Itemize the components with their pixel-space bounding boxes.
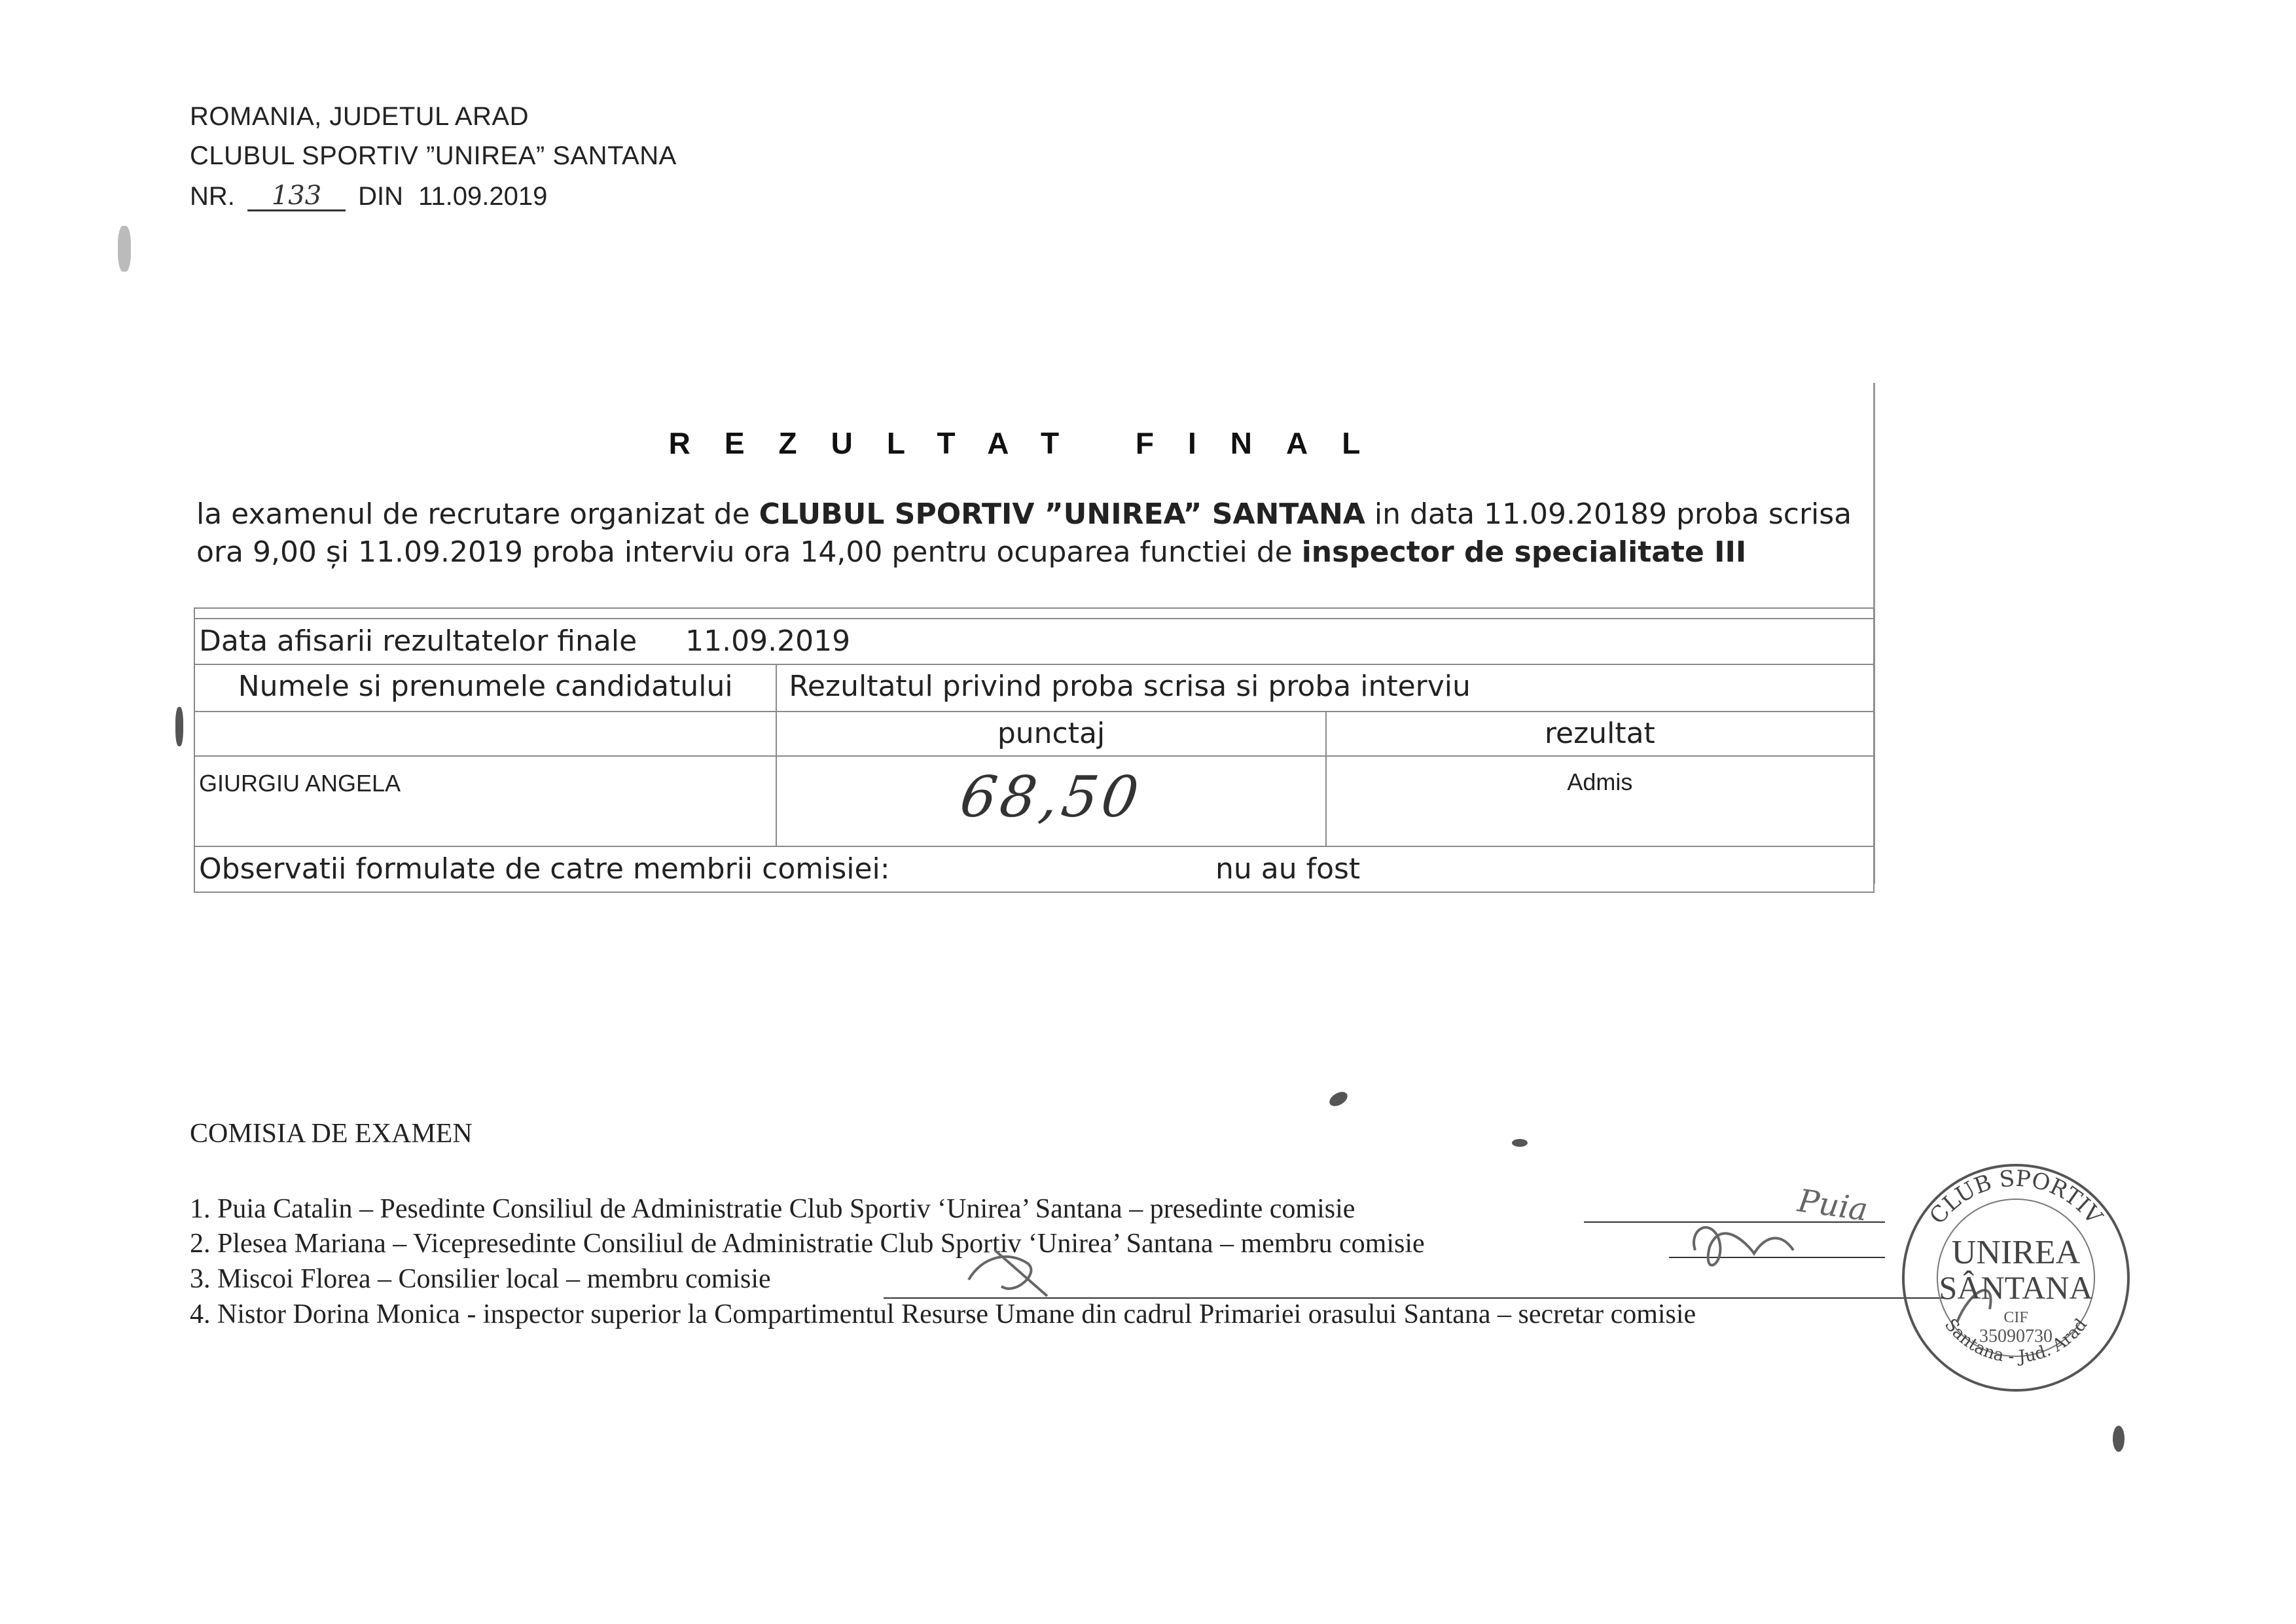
subheader-punctaj: punctaj xyxy=(776,712,1325,756)
intro-paragraph xyxy=(196,496,1869,571)
intro-text-1: la examenul de recrutare organizat de xyxy=(196,497,759,531)
scan-speck xyxy=(1327,1089,1350,1110)
header-line-2: CLUBUL SPORTIV ”UNIREA” SANTANA xyxy=(190,141,677,170)
stamp-line-2: SÂNTANA xyxy=(1939,1269,2093,1306)
nr-value: 133 xyxy=(271,181,322,211)
candidate-score-cell xyxy=(776,756,1325,846)
document-date: 11.09.2019 xyxy=(418,182,548,211)
din-label: DIN xyxy=(358,182,404,211)
observations-label: Observatii formulate de catre membrii comisiei: xyxy=(199,852,890,886)
observations-value: nu au fost xyxy=(1215,852,1361,886)
commission-member-2: 2. Plesea Mariana – Vicepresedinte Consiliul de Administratie Club Sportiv ‘Unirea’ Santana – membru comisie xyxy=(190,1229,1425,1259)
stamp-cif-label: CIF xyxy=(2003,1309,2028,1326)
candidate-name: GIURGIU ANGELA xyxy=(194,756,776,846)
position-title: inspector de specialitate III xyxy=(1301,535,1747,569)
stamp-bottom-text: Santana - Jud. Arad xyxy=(1940,1315,2092,1367)
results-table xyxy=(194,607,1874,893)
scan-speck xyxy=(2113,1426,2125,1452)
organization-name: CLUBUL SPORTIV ”UNIREA” SANTANA xyxy=(759,497,1365,531)
column-header-name: Numele si prenumele candidatului xyxy=(194,664,776,712)
table-row xyxy=(194,756,1874,846)
handwritten-signatures xyxy=(884,1139,1996,1348)
scan-speck xyxy=(118,226,131,272)
column-header-result: Rezultatul privind proba scrisa si proba interviu xyxy=(776,664,1874,712)
date-posted-label: Data afisarii rezultatelor finale xyxy=(199,624,637,658)
date-posted-row xyxy=(194,619,1874,664)
signature-plesea xyxy=(1694,1227,1793,1265)
candidate-score: 68,50 xyxy=(956,765,1147,830)
page-title: REZULTAT FINAL xyxy=(668,426,1395,460)
header-line-1: ROMANIA, JUDETUL ARAD xyxy=(190,102,529,131)
subheader-empty xyxy=(194,712,776,756)
commission-member-4: 4. Nistor Dorina Monica - inspector superior la Compartimentul Resurse Umane din cadrul Primariei orasului Santana – secretar comisie xyxy=(190,1299,1696,1329)
stamp-top-text: CLUB SPORTIV xyxy=(1924,1165,2108,1230)
nr-field xyxy=(247,181,346,211)
subheader-rezultat: rezultat xyxy=(1326,712,1874,756)
signature-puia: Puia xyxy=(1795,1182,1871,1229)
candidate-result: Admis xyxy=(1326,756,1874,846)
club-stamp xyxy=(1898,1160,2134,1396)
stamp-line-1: UNIREA xyxy=(1951,1234,2081,1271)
observations-row xyxy=(194,846,1874,892)
commission-title: COMISIA DE EXAMEN xyxy=(190,1119,473,1149)
document-number xyxy=(190,182,547,211)
commission-member-3: 3. Miscoi Florea – Consilier local – membru comisie xyxy=(190,1264,771,1294)
nr-label: NR. xyxy=(190,182,235,211)
stamp-cif: 35090730 xyxy=(1979,1326,2053,1346)
date-posted-value: 11.09.2019 xyxy=(685,624,851,658)
scan-speck xyxy=(175,707,183,746)
intro-text-2: in data 11.09.20189 proba scrisa ora 9,00 și 11.09.2019 proba interviu ora 14,00 pentru ocuparea functiei de xyxy=(196,497,1852,569)
signature-miscoi xyxy=(969,1250,1047,1296)
scan-speck xyxy=(1512,1139,1528,1147)
commission-member-1: 1. Puia Catalin – Pesedinte Consiliul de Administratie Club Sportiv ‘Unirea’ Santana – presedinte comisie xyxy=(190,1194,1355,1224)
